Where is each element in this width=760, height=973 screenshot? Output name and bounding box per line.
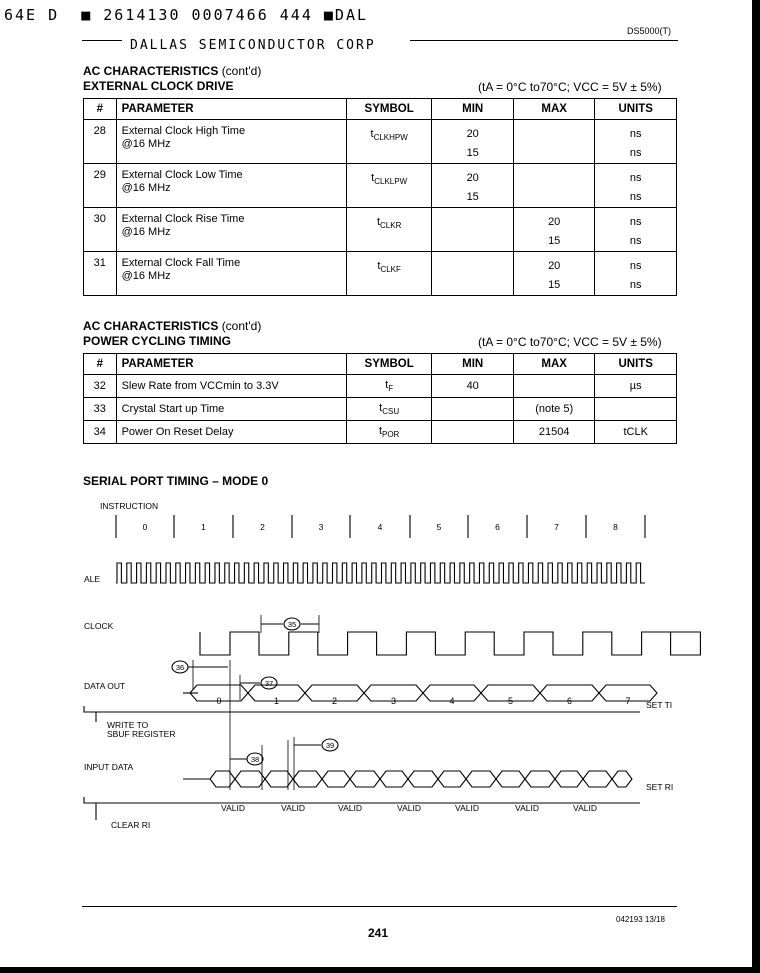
input-data-cell [466, 771, 496, 787]
instruction-label: INSTRUCTION [100, 501, 159, 511]
row-symbol: $t_{CLKHPW}$ [346, 120, 432, 164]
col-header-min: MIN [432, 99, 514, 120]
valid-label: VALID [338, 803, 362, 813]
input-data-cell [408, 771, 438, 787]
ac2-conditions: (tA = 0°C to70°C; VCC = 5V ± 5%) [478, 335, 662, 349]
row-units: ns ns [595, 208, 677, 252]
input-data-cell [525, 771, 555, 787]
row-max: 20 15 [513, 252, 595, 296]
input-data-cell [612, 771, 632, 787]
clock-label: CLOCK [84, 621, 114, 631]
row-max [513, 164, 595, 208]
footer-rule [82, 906, 677, 907]
row-units: ns ns [595, 164, 677, 208]
col-header-num: # [84, 354, 117, 375]
row-symbol: $t_{CLKF}$ [346, 252, 432, 296]
data-out-bit-label: 7 [625, 696, 631, 706]
input-data-label: INPUT DATA [84, 762, 134, 772]
timing-marker-number: 36 [175, 663, 185, 672]
table-row [84, 164, 677, 208]
table-row [84, 421, 677, 444]
ac1-table [83, 98, 677, 296]
col-header-symbol: SYMBOL [346, 99, 432, 120]
data-out-bit-label: 5 [507, 696, 514, 706]
page-border-bottom [0, 967, 760, 973]
row-number: 32 [84, 375, 117, 398]
valid-label: VALID [397, 803, 421, 813]
set-ri-label: SET RI [646, 782, 674, 792]
input-data-cell [293, 771, 322, 787]
col-header-num: # [84, 99, 117, 120]
table-row [84, 375, 677, 398]
table-row [84, 398, 677, 421]
data-out-label: DATA OUT [84, 681, 126, 691]
row-parameter: External Clock Low Time @16 MHz [116, 164, 346, 208]
row-number: 34 [84, 421, 117, 444]
footer-doc-code: 042193 13/18 [616, 915, 665, 924]
row-parameter: External Clock High Time @16 MHz [116, 120, 346, 164]
valid-label: VALID [573, 803, 597, 813]
col-header-units: UNITS [595, 354, 677, 375]
ac1-subtitle: EXTERNAL CLOCK DRIVE [83, 79, 234, 93]
ale-waveform [116, 563, 645, 583]
instruction-cycle-number: 1 [201, 522, 206, 532]
row-units: tCLK [595, 421, 677, 444]
row-symbol: $t_{POR}$ [346, 421, 432, 444]
col-header-parameter: PARAMETER [116, 99, 346, 120]
row-parameter: Crystal Start up Time [116, 398, 346, 421]
input-data-cell [265, 771, 293, 787]
instruction-cycle-number: 4 [377, 522, 383, 532]
instruction-cycle-number: 5 [436, 522, 442, 532]
instruction-cycle-number: 7 [554, 522, 559, 532]
valid-label: VALID [281, 803, 305, 813]
header-rule-left [82, 40, 122, 41]
write-sbuf-label-2: SBUF REGISTER [107, 729, 176, 739]
timing-marker-number: 37 [264, 679, 274, 688]
clear-ri-baseline [84, 797, 640, 803]
header-rule-right [410, 40, 678, 41]
page-border-right [752, 0, 760, 973]
ac2-title: AC CHARACTERISTICS (cont'd) [83, 319, 262, 333]
row-number: 28 [84, 120, 117, 164]
clock-waveform [200, 632, 700, 655]
table-row [84, 208, 677, 252]
clear-ri-label: CLEAR RI [111, 820, 151, 830]
instruction-cycle-number: 8 [613, 522, 618, 532]
row-min: 40 [432, 375, 514, 398]
row-number: 29 [84, 164, 117, 208]
row-units: µs [595, 375, 677, 398]
timing-marker-number: 39 [325, 741, 335, 750]
row-max: 21504 [513, 421, 595, 444]
table-row [84, 120, 677, 164]
input-data-cell [350, 771, 380, 787]
instruction-cycle-number: 0 [142, 522, 148, 532]
valid-label: VALID [515, 803, 539, 813]
input-data-cell [210, 771, 235, 787]
data-out-bit-label: 3 [390, 696, 397, 706]
data-out-bit-label: 0 [216, 696, 222, 706]
ac1-header-row [84, 99, 677, 120]
input-data-cell [322, 771, 350, 787]
row-min: 20 15 [432, 164, 514, 208]
ac1-conditions: (tA = 0°C to70°C; VCC = 5V ± 5%) [478, 80, 662, 94]
col-header-units: UNITS [595, 99, 677, 120]
data-out-bit-label: 6 [566, 696, 573, 706]
instruction-cycle-number: 3 [318, 522, 324, 532]
write-sbuf-label-1: WRITE TO [107, 720, 149, 730]
row-max [513, 120, 595, 164]
data-out-bit-label: 1 [273, 696, 280, 706]
row-min: 20 15 [432, 120, 514, 164]
data-out-bit-label: 2 [331, 696, 338, 706]
timing-title: SERIAL PORT TIMING – MODE 0 [83, 474, 269, 488]
serial-port-timing-diagram [0, 490, 750, 840]
col-header-max: MAX [513, 99, 595, 120]
row-units [595, 398, 677, 421]
row-min [432, 208, 514, 252]
ac1-title: AC CHARACTERISTICS (cont'd) [83, 64, 262, 78]
page-number: 241 [368, 926, 389, 940]
row-symbol: $t_{CLKR}$ [346, 208, 432, 252]
timing-marker-number: 35 [287, 620, 297, 629]
input-data-cell [496, 771, 525, 787]
row-parameter: Power On Reset Delay [116, 421, 346, 444]
header-company: DALLAS SEMICONDUCTOR CORP [130, 38, 376, 53]
write-sbuf-baseline [84, 706, 640, 712]
ac2-header-row [84, 354, 677, 375]
row-symbol: $t_{CSU}$ [346, 398, 432, 421]
row-number: 33 [84, 398, 117, 421]
row-number: 30 [84, 208, 117, 252]
col-header-max: MAX [513, 354, 595, 375]
row-min [432, 252, 514, 296]
data-out-bit-label: 4 [449, 696, 455, 706]
row-max: 20 15 [513, 208, 595, 252]
header-part-number: DS5000(T) [627, 26, 672, 36]
col-header-parameter: PARAMETER [116, 354, 346, 375]
row-units: ns ns [595, 120, 677, 164]
header-typed-line: 64E D ■ 2614130 0007466 444 ■DAL [4, 6, 369, 24]
col-header-symbol: SYMBOL [346, 354, 432, 375]
input-data-cell [438, 771, 466, 787]
row-parameter: Slew Rate from VCCmin to 3.3V [116, 375, 346, 398]
timing-marker-number: 38 [250, 755, 260, 764]
row-parameter: External Clock Rise Time @16 MHz [116, 208, 346, 252]
set-ti-label: SET TI [646, 700, 673, 710]
input-data-cell [380, 771, 408, 787]
row-symbol: $t_{CLKLPW}$ [346, 164, 432, 208]
row-max [513, 375, 595, 398]
row-max: (note 5) [513, 398, 595, 421]
ale-label: ALE [84, 574, 101, 584]
instruction-cycle-number: 6 [495, 522, 500, 532]
col-header-min: MIN [432, 354, 514, 375]
valid-label: VALID [221, 803, 245, 813]
valid-label: VALID [455, 803, 479, 813]
row-min [432, 398, 514, 421]
row-min [432, 421, 514, 444]
table-row [84, 252, 677, 296]
row-units: ns ns [595, 252, 677, 296]
ac2-table [83, 353, 677, 444]
input-data-cell [555, 771, 583, 787]
input-data-cell [235, 771, 265, 787]
input-data-cell [583, 771, 612, 787]
instruction-cycle-number: 2 [260, 522, 265, 532]
row-number: 31 [84, 252, 117, 296]
row-parameter: External Clock Fall Time @16 MHz [116, 252, 346, 296]
ac2-subtitle: POWER CYCLING TIMING [83, 334, 231, 348]
row-symbol: $t_F$ [346, 375, 432, 398]
